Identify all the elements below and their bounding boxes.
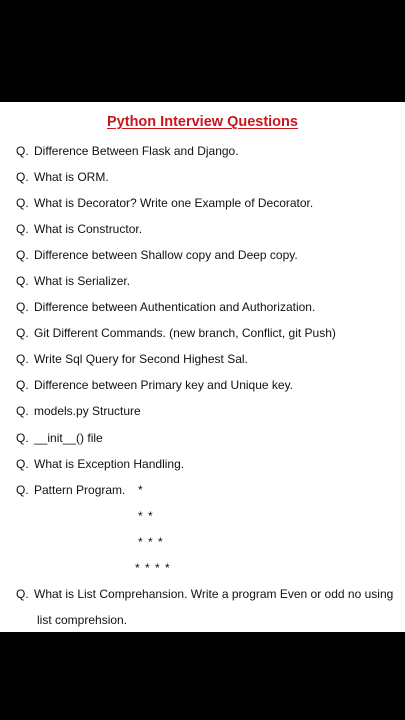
question-marker: Q. bbox=[16, 483, 29, 497]
pattern-row: * * bbox=[138, 509, 154, 523]
document-title: Python Interview Questions bbox=[107, 114, 298, 130]
question-marker: Q. bbox=[16, 144, 29, 158]
pattern-row: * bbox=[138, 483, 144, 497]
question-marker: Q. bbox=[16, 457, 29, 471]
question-text: models.py Structure bbox=[34, 404, 141, 418]
question-text: What is List Comprehansion. Write a program Even or odd no using bbox=[34, 587, 394, 601]
question-marker: Q. bbox=[16, 274, 29, 288]
question-item bbox=[16, 222, 396, 236]
question-marker: Q. bbox=[16, 431, 29, 445]
document-page bbox=[0, 102, 405, 632]
question-item bbox=[16, 300, 396, 314]
question-item bbox=[16, 274, 396, 288]
question-marker: Q. bbox=[16, 404, 29, 418]
pattern-row: * * * * bbox=[135, 561, 171, 575]
question-marker: Q. bbox=[16, 300, 29, 314]
question-text: What is ORM. bbox=[34, 170, 109, 184]
question-item bbox=[16, 587, 396, 601]
question-item bbox=[16, 144, 396, 158]
question-item bbox=[16, 170, 396, 184]
question-marker: Q. bbox=[16, 587, 29, 601]
question-marker: Q. bbox=[16, 196, 29, 210]
question-text: Write Sql Query for Second Highest Sal. bbox=[34, 352, 248, 366]
question-item bbox=[16, 196, 396, 210]
question-item bbox=[16, 326, 396, 340]
question-marker: Q. bbox=[16, 326, 29, 340]
pattern-row: * * * bbox=[138, 535, 164, 549]
question-marker: Q. bbox=[16, 248, 29, 262]
question-text: __init__() file bbox=[34, 431, 103, 445]
question-text: What is Decorator? Write one Example of Decorator. bbox=[34, 196, 314, 210]
question-item bbox=[16, 378, 396, 392]
question-item bbox=[16, 248, 396, 262]
question-text: What is Constructor. bbox=[34, 222, 143, 236]
question-text: What is Serializer. bbox=[34, 274, 131, 288]
question-item bbox=[16, 457, 396, 471]
question-marker: Q. bbox=[16, 378, 29, 392]
question-continuation: list comprehsion. bbox=[37, 613, 128, 627]
question-text: What is Exception Handling. bbox=[34, 457, 185, 471]
question-text: Git Different Commands. (new branch, Conflict, git Push) bbox=[34, 326, 336, 340]
question-marker: Q. bbox=[16, 170, 29, 184]
question-text: Difference between Authentication and Authorization. bbox=[34, 300, 316, 314]
question-marker: Q. bbox=[16, 352, 29, 366]
question-item bbox=[16, 404, 396, 418]
question-text: Difference between Primary key and Unique key. bbox=[34, 378, 294, 392]
question-text: Difference between Shallow copy and Deep copy. bbox=[34, 248, 298, 262]
question-item bbox=[16, 431, 396, 445]
question-marker: Q. bbox=[16, 222, 29, 236]
question-item bbox=[16, 483, 396, 497]
question-text: Pattern Program. bbox=[34, 483, 126, 497]
question-text: Difference Between Flask and Django. bbox=[34, 144, 239, 158]
question-item bbox=[16, 352, 396, 366]
